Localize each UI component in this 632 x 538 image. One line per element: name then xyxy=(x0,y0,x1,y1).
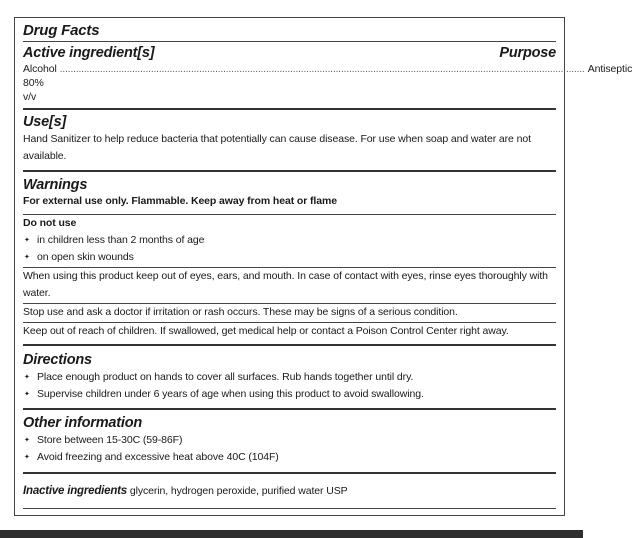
divider xyxy=(23,508,556,509)
divider xyxy=(23,108,556,110)
drug-facts-panel xyxy=(14,17,632,516)
inactive-ingredients xyxy=(23,482,556,500)
list-item: ✦ Store between 15-30C (59-86F) xyxy=(23,432,556,449)
drug-facts-content xyxy=(23,22,632,509)
list-item: ✦ Avoid freezing and excessive heat above 40C (104F) xyxy=(23,449,556,466)
active-ingredient: Alcohol 80% v/v xyxy=(23,63,57,103)
inactive-heading: Inactive ingredients xyxy=(23,485,128,497)
dot-leader: .................................................................................................................................................................................................... xyxy=(59,64,585,75)
list-item: ✦ Supervise children under 6 years of age when using this product to avoid swallowing. xyxy=(23,386,556,403)
inactive-text: glycerin, hydrogen peroxide, purified water USP xyxy=(129,485,348,497)
active-heading: Active ingredient[s] xyxy=(23,45,155,61)
list-item: ✦ in children less than 2 months of age xyxy=(23,232,556,249)
divider xyxy=(23,41,556,42)
uses-heading: Use[s] xyxy=(23,114,67,130)
list-item: ✦ on open skin wounds xyxy=(23,249,556,266)
when-using-text: When using this product keep out of eyes, ears, and mouth. In case of contact with eyes, rinse eyes thoroughly with water. xyxy=(23,270,548,299)
list-item: ✦ Place enough product on hands to cover all surfaces. Rub hands together until dry. xyxy=(23,369,556,386)
divider xyxy=(23,344,556,346)
stop-use-text: Stop use and ask a doctor if irritation or rash occurs. These may be signs of a serious condition. xyxy=(23,306,458,318)
page-title: Drug Facts xyxy=(23,22,100,39)
active-ingredient-row xyxy=(23,62,632,104)
bottom-bar xyxy=(0,530,583,538)
active-header-row xyxy=(23,44,556,62)
divider xyxy=(23,408,556,410)
do-not-use-heading: Do not use xyxy=(23,217,77,229)
purpose-heading: Purpose xyxy=(499,45,556,61)
divider xyxy=(23,170,556,172)
uses-text: Hand Sanitizer to help reduce bacteria that potentially can cause disease. For use when soap and water are not available. xyxy=(23,133,531,162)
warnings-heading: Warnings xyxy=(23,177,88,193)
divider xyxy=(23,472,556,474)
other-info-heading: Other information xyxy=(23,415,143,431)
directions-heading: Directions xyxy=(23,352,92,368)
keep-out-text: Keep out of reach of children. If swallowed, get medical help or contact a Poison Control Center right away. xyxy=(23,325,509,337)
external-use-warning: For external use only. Flammable. Keep away from heat or flame xyxy=(23,195,337,207)
purpose-value: Antiseptic xyxy=(587,63,632,75)
